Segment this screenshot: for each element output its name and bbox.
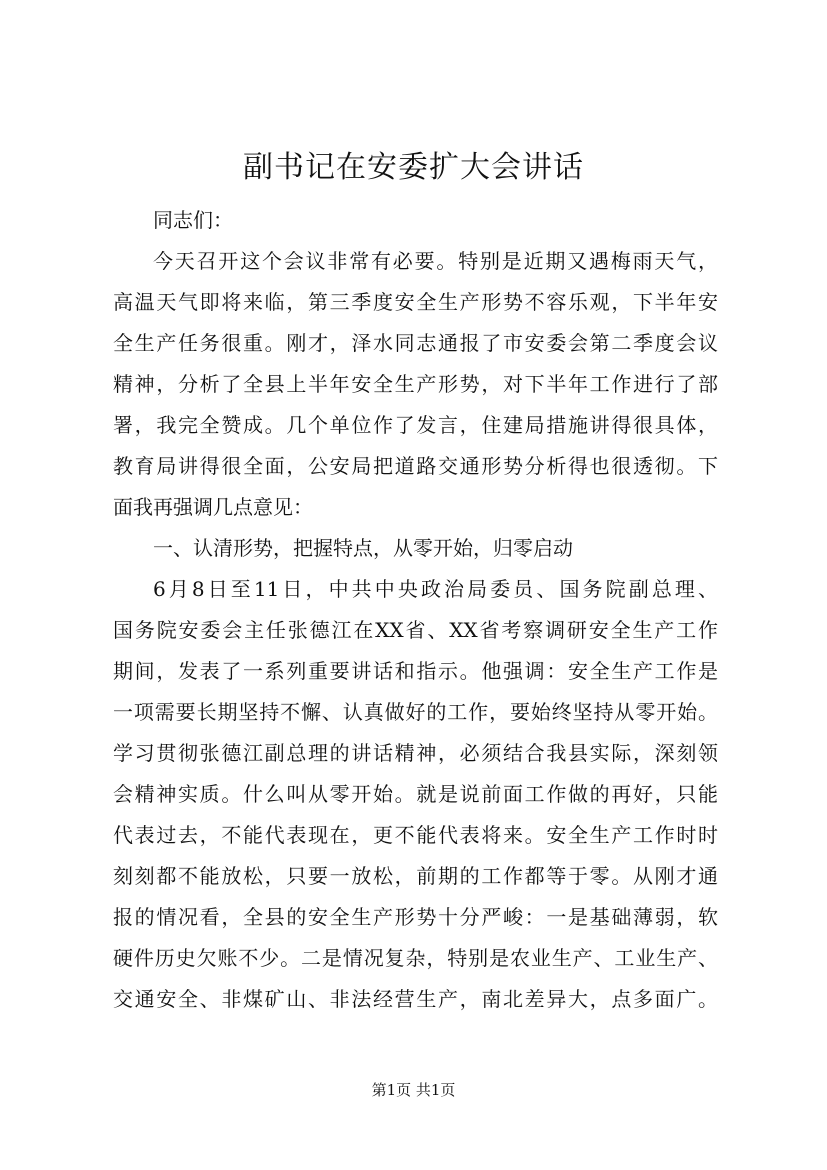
paragraph-line: 期间，发表了一系列重要讲话和指示。他强调：安全生产工作是	[113, 659, 718, 683]
paragraph-line: 代表过去，不能代表现在，更不能代表将来。安全生产工作时时	[113, 823, 718, 847]
paragraph-line: 学习贯彻张德江副总理的讲话精神，必须结合我县实际，深刻领	[113, 741, 718, 765]
page-number-footer: 第1页 共1页	[371, 1081, 456, 1099]
paragraph-line: 高温天气即将来临，第三季度安全生产形势不容乐观，下半年安	[113, 290, 718, 314]
paragraph-line: 交通安全、非煤矿山、非法经营生产，南北差异大，点多面广。	[113, 987, 718, 1011]
paragraph-line: 刻刻都不能放松，只要一放松，前期的工作都等于零。从刚才通	[113, 864, 718, 888]
paragraph-line: 国务院安委会主任张德江在XX省、XX省考察调研安全生产工作	[113, 618, 718, 642]
paragraph-line: 全生产任务很重。刚才，泽水同志通报了市安委会第二季度会议	[113, 331, 718, 355]
paragraph-line: 报的情况看，全县的安全生产形势十分严峻：一是基础薄弱，软	[113, 905, 718, 929]
document-body	[113, 200, 718, 1020]
paragraph-line: 面我再强调几点意见：	[113, 495, 313, 519]
paragraph-line: 今天召开这个会议非常有必要。特别是近期又遇梅雨天气，	[153, 249, 718, 273]
paragraph-line: 一项需要长期坚持不懈、认真做好的工作，要始终坚持从零开始。	[113, 700, 718, 724]
paragraph-line: 精神，分析了全县上半年安全生产形势，对下半年工作进行了部	[113, 372, 718, 396]
paragraph-line: 教育局讲得很全面，公安局把道路交通形势分析得也很透彻。下	[113, 454, 718, 478]
paragraph-line: 署，我完全赞成。几个单位作了发言，住建局措施讲得很具体，	[113, 413, 718, 437]
paragraph-line: 6月8日至11日，中共中央政治局委员、国务院副总理、	[153, 577, 718, 601]
salutation-line: 同志们：	[153, 208, 233, 232]
paragraph-line: 会精神实质。什么叫从零开始。就是说前面工作做的再好，只能	[113, 782, 718, 806]
paragraph-line: 硬件历史欠账不少。二是情况复杂，特别是农业生产、工业生产、	[113, 946, 718, 970]
section-heading: 一、认清形势，把握特点，从零开始，归零启动	[153, 536, 573, 560]
document-title: 副书记在安委扩大会讲话	[243, 150, 584, 185]
